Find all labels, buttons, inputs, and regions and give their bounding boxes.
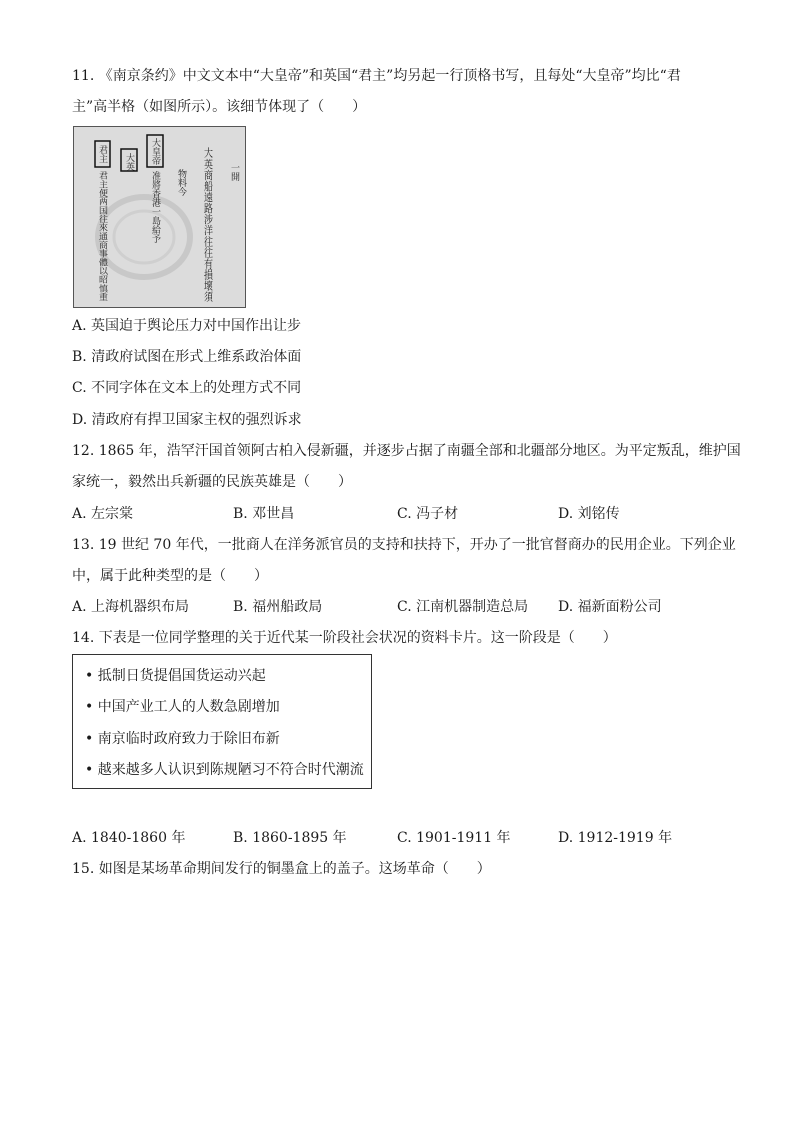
- q12-option-a: A. 左宗棠: [72, 506, 134, 522]
- q12-option-c: C. 冯子材: [397, 506, 459, 522]
- q11-option-a: A. 英国迫于舆论压力对中国作出让步: [72, 318, 302, 334]
- q13-option-a: A. 上海机器织布局: [72, 599, 190, 615]
- card-item-3: • 南京临时政府致力于除旧布新: [85, 731, 280, 747]
- q14-info-card: [72, 654, 372, 789]
- q12-stem-line2: 家统一，毅然出兵新疆的民族英雄是（ ）: [72, 474, 352, 490]
- q12-stem-line1: 12. 1865 年，浩罕汗国首领阿古柏入侵新疆，并逐步占据了南疆全部和北疆部分地区。为平定叛乱，维护国: [72, 443, 741, 459]
- q13-stem-line1: 13. 19 世纪 70 年代，一批商人在洋务派官员的支持和扶持下，开办了一批官督商办的民用企业。下列企业: [72, 537, 736, 553]
- figure-col-emperor-box: 大皇帝: [150, 138, 160, 165]
- q11-option-c: C. 不同字体在文本上的处理方式不同: [72, 380, 302, 396]
- card-item-4: • 越来越多人认识到陈规陋习不符合时代潮流: [85, 762, 364, 778]
- figure-col-sovereign-box: 君主: [97, 145, 107, 163]
- q14-option-c: C. 1901-1911 年: [397, 830, 511, 846]
- q11-stem-line2: 主”高半格（如图所示）。该细节体现了（ ）: [72, 99, 367, 115]
- treaty-document-image: [73, 126, 246, 308]
- figure-col-sovereign-text: 君主便两国往來通商事體以昭慎重: [97, 171, 107, 306]
- q11-option-d: D. 清政府有捍卫国家主权的强烈诉求: [72, 412, 302, 428]
- figure-col-great-england-box: 大英: [124, 153, 134, 171]
- q13-option-d: D. 福新面粉公司: [558, 599, 662, 615]
- figure-col-main: 大英商船遠路涉洋往往有損壞須: [202, 147, 212, 273]
- q13-stem-line2: 中，属于此种类型的是（ ）: [72, 568, 268, 584]
- card-item-2: • 中国产业工人的人数急剧增加: [85, 699, 280, 715]
- figure-col-item: 物料今: [176, 169, 186, 196]
- q13-option-b: B. 福州船政局: [233, 599, 323, 615]
- q14-stem: 14. 下表是一位同学整理的关于近代某一阶段社会状况的资料卡片。这一阶段是（ ）: [72, 630, 617, 646]
- q14-option-a: A. 1840-1860 年: [72, 830, 186, 846]
- q11-option-b: B. 清政府试图在形式上维系政治体面: [72, 349, 302, 365]
- card-item-1: • 抵制日货提倡国货运动兴起: [85, 668, 266, 684]
- q11-stem-line1: 11. 《南京条约》中文文本中“大皇帝”和英国“君主”均另起一行顶格书写，且每处“大皇帝”均比“君: [72, 68, 681, 84]
- q14-option-b: B. 1860-1895 年: [233, 830, 347, 846]
- q12-option-b: B. 邓世昌: [233, 506, 295, 522]
- figure-col-emperor-text: 准將香港一島給予: [150, 171, 160, 243]
- figure-col-number: 一開: [229, 163, 239, 181]
- q14-option-d: D. 1912-1919 年: [558, 830, 673, 846]
- q12-option-d: D. 刘铭传: [558, 506, 620, 522]
- q15-stem: 15. 如图是某场革命期间发行的铜墨盒上的盖子。这场革命（ ）: [72, 861, 491, 877]
- q13-option-c: C. 江南机器制造总局: [397, 599, 529, 615]
